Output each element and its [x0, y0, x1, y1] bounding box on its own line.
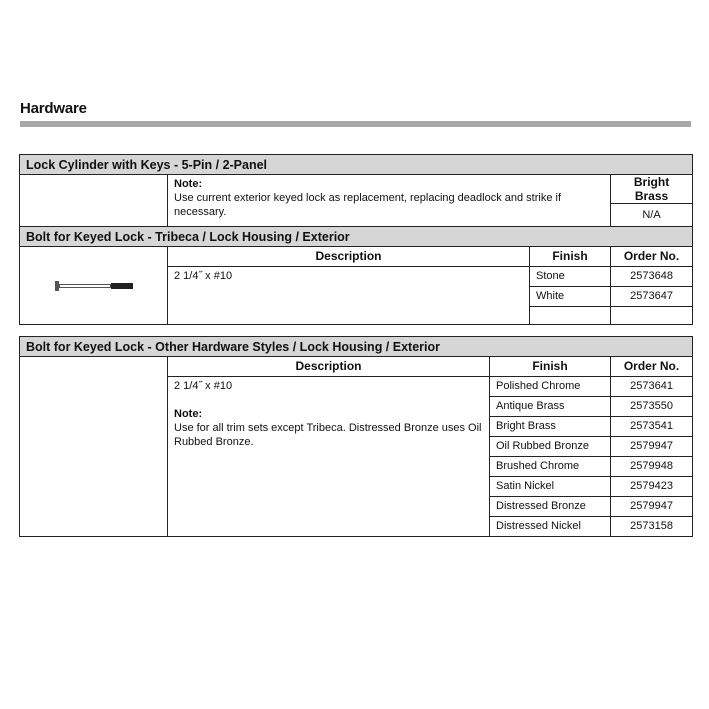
empty-order-cell: [611, 307, 693, 325]
description-value: 2 1/4˝ x #10: [174, 380, 233, 392]
order-cell: 2573550: [611, 397, 693, 417]
note-label: Note:: [174, 178, 203, 190]
finish-cell: Distressed Bronze: [490, 497, 611, 517]
order-cell: 2573648: [611, 267, 693, 287]
note-text: Use current exterior keyed lock as replacement, replacing deadlock and strike if necessary.: [174, 192, 562, 218]
finish-cell: Distressed Nickel: [490, 517, 611, 537]
bright-brass-header: Bright Brass: [611, 175, 693, 204]
order-cell: 2573541: [611, 417, 693, 437]
finish-cell: Antique Brass: [490, 397, 611, 417]
lock-cylinder-note: [168, 175, 611, 227]
finish-header: Finish: [530, 247, 611, 267]
bolt-image: [55, 281, 133, 291]
order-header: Order No.: [611, 357, 693, 377]
finish-cell: White: [530, 287, 611, 307]
bolt-other-image-cell: [20, 357, 168, 537]
heading-rule: [20, 121, 691, 127]
bolt-other-styles-table: [19, 336, 693, 537]
order-header: Order No.: [611, 247, 693, 267]
finish-cell: Bright Brass: [490, 417, 611, 437]
description-header: Description: [168, 357, 490, 377]
order-cell: 2579948: [611, 457, 693, 477]
finish-header: Finish: [490, 357, 611, 377]
order-cell: 2573647: [611, 287, 693, 307]
order-cell: 2579947: [611, 437, 693, 457]
bolt-other-styles-title: Bolt for Keyed Lock - Other Hardware Styles / Lock Housing / Exterior: [20, 337, 693, 357]
note-label: Note:: [174, 408, 203, 420]
order-cell: 2579423: [611, 477, 693, 497]
finish-cell: Oil Rubbed Bronze: [490, 437, 611, 457]
order-cell: 2579947: [611, 497, 693, 517]
lock-cylinder-title: Lock Cylinder with Keys - 5-Pin / 2-Panel: [20, 155, 693, 175]
finish-cell: Polished Chrome: [490, 377, 611, 397]
finish-cell: Stone: [530, 267, 611, 287]
bolt-image-cell: [20, 247, 168, 325]
lock-cylinder-table: [19, 154, 693, 325]
description-note-cell: [168, 377, 490, 537]
empty-finish-cell: [530, 307, 611, 325]
lock-cylinder-image-cell: [20, 175, 168, 227]
bright-brass-value: N/A: [611, 204, 693, 227]
finish-cell: Brushed Chrome: [490, 457, 611, 477]
order-cell: 2573158: [611, 517, 693, 537]
order-cell: 2573641: [611, 377, 693, 397]
bolt-tribeca-title: Bolt for Keyed Lock - Tribeca / Lock Housing / Exterior: [20, 227, 693, 247]
finish-cell: Satin Nickel: [490, 477, 611, 497]
description-header: Description: [168, 247, 530, 267]
note-text: Use for all trim sets except Tribeca. Distressed Bronze uses Oil Rubbed Bronze.: [174, 422, 482, 448]
description-value: 2 1/4˝ x #10: [168, 267, 530, 325]
page-heading: Hardware: [20, 100, 87, 117]
